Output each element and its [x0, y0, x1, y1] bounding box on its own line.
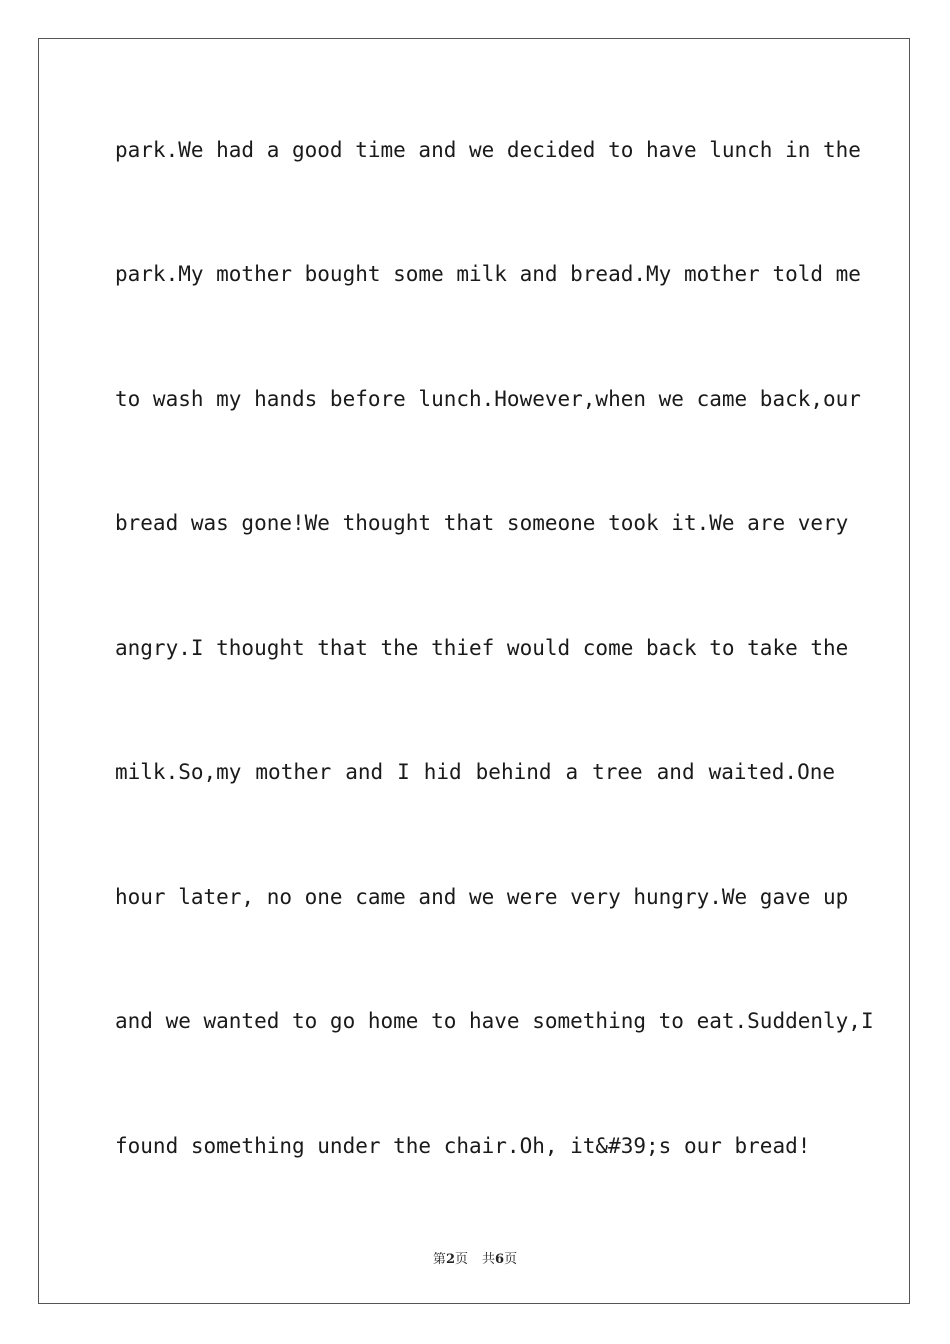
- body-text-line-2: park.My mother bought some milk and bread.My mother told me: [115, 262, 861, 286]
- total-suffix: 页: [504, 1252, 518, 1267]
- page-border: [38, 38, 910, 1304]
- current-page-number: 2: [445, 1252, 455, 1267]
- body-text-line-6: milk.So,my mother and I hid behind a tree and waited.One: [115, 760, 835, 784]
- body-text-line-4: bread was gone!We thought that someone took it.We are very: [115, 511, 849, 535]
- body-text-line-3: to wash my hands before lunch.However,when we came back,our: [115, 387, 861, 411]
- total-prefix: 共: [482, 1252, 496, 1267]
- total-page-count: 6: [495, 1252, 505, 1267]
- page-prefix: 第: [432, 1252, 446, 1267]
- body-text-line-7: hour later, no one came and we were very hungry.We gave up: [115, 885, 849, 909]
- body-text-line-1: park.We had a good time and we decided to have lunch in the: [115, 138, 861, 162]
- body-text-line-5: angry.I thought that the thief would come back to take the: [115, 636, 849, 660]
- page-number-footer: [0, 1248, 950, 1267]
- page-suffix: 页: [454, 1252, 468, 1267]
- body-text-line-9: found something under the chair.Oh, it&#39;s our bread!: [115, 1134, 811, 1158]
- body-text-line-8: and we wanted to go home to have something to eat.Suddenly,I: [115, 1009, 874, 1033]
